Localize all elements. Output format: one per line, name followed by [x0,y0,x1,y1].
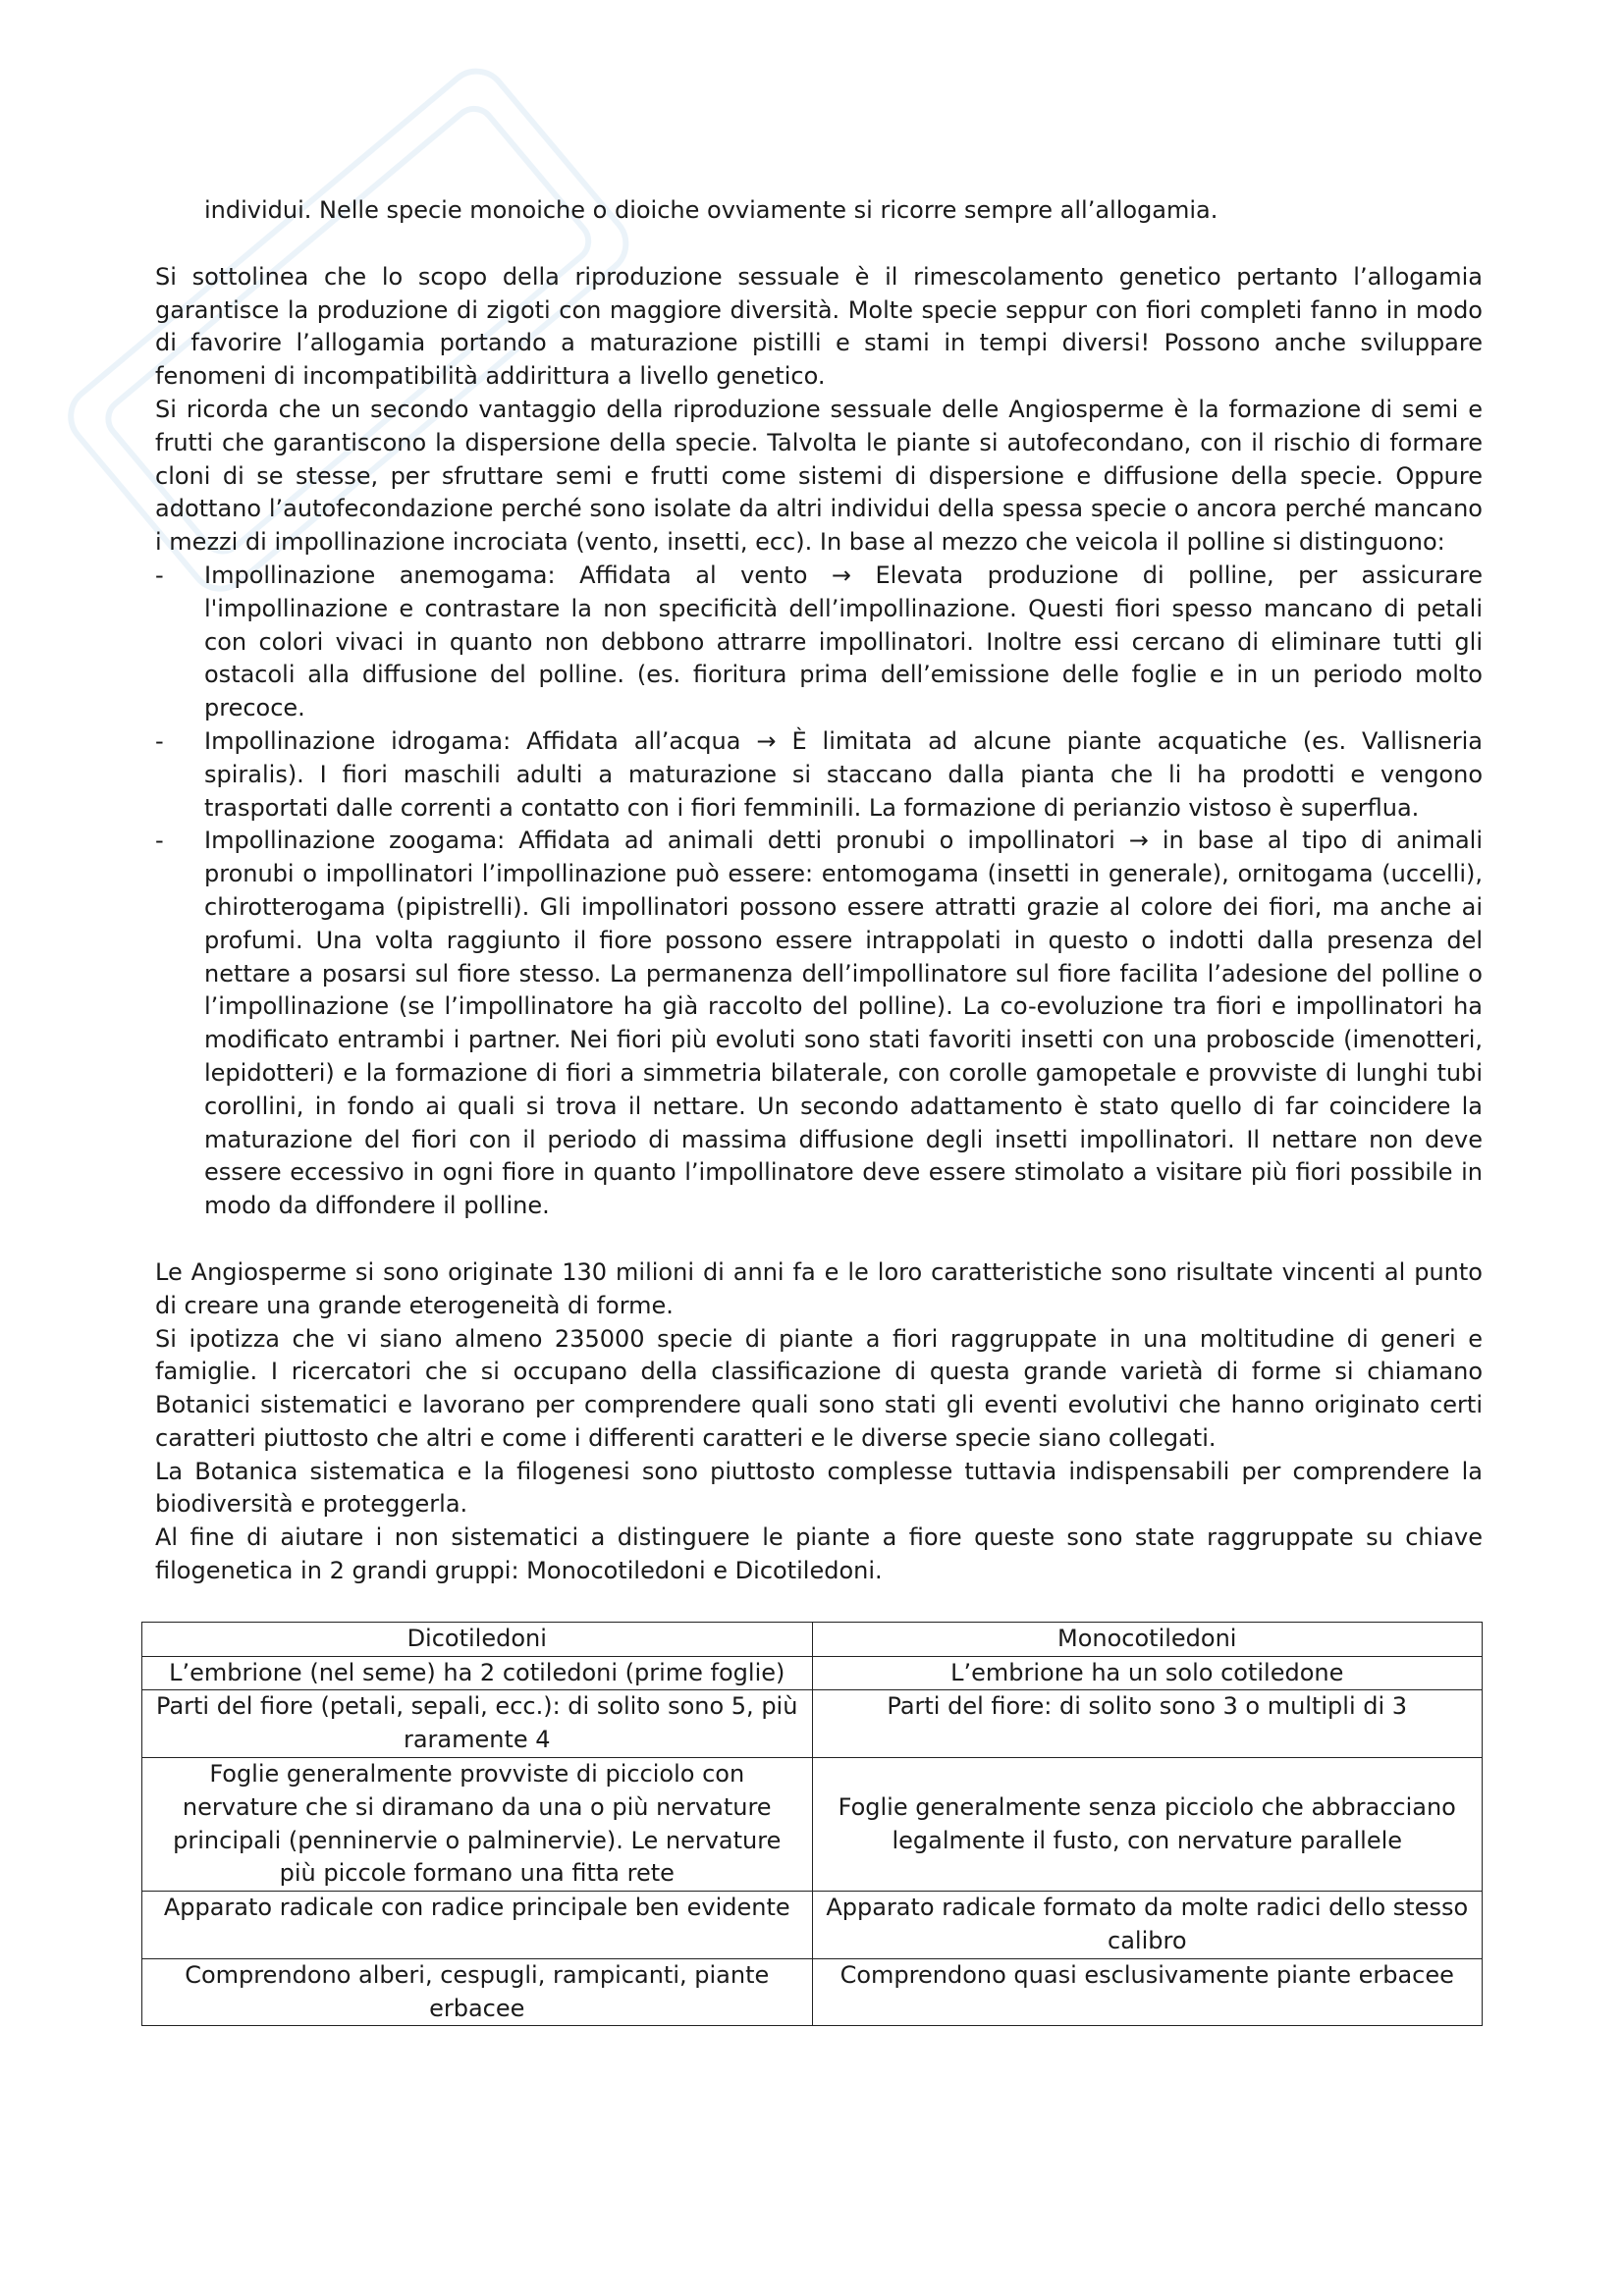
list-item-text: Impollinazione anemogama: Affidata al vento → Elevata produzione di polline, per assicurare l'impollinazione e contrastare la non specificità dell’impollinazione. Questi fiori spesso mancano di petali con colori vivaci in quanto non debbono attrarre impollinatori. Inoltre essi cercano di eliminare tutti gli ostacoli alla diffusione del polline. (es. fioritura prima dell’emissione delle foglie e in un periodo molto precoce. [204,561,1483,722]
header-dicotiledoni: Dicotiledoni [142,1622,813,1656]
table-cell: Apparato radicale formato da molte radici dello stesso calibro [812,1892,1483,1959]
table-cell: L’embrione (nel seme) ha 2 cotiledoni (prime foglie) [142,1656,813,1690]
document-content [155,194,1483,2026]
list-item [155,725,1483,825]
table-row [142,1958,1483,2026]
paragraph-secondo-vantaggio: Si ricorda che un secondo vantaggio della riproduzione sessuale delle Angiosperme è la formazione di semi e frutti che garantiscono la dispersione della specie. Talvolta le piante si autofecondano, con il rischio di formare cloni di se stesse, per sfruttare semi e frutti come sistemi di dispersione e diffusione della specie. Oppure adottano l’autofecondazione perché sono isolate da altri individui della spessa specie o ancora perché mancano i mezzi di impollinazione incrociata (vento, insetti, ecc). In base al mezzo che veicola il polline si distinguono: [155,395,1483,557]
list-item [155,825,1483,1223]
table-header-row [142,1622,1483,1656]
table-cell: L’embrione ha un solo cotiledone [812,1656,1483,1690]
table-cell: Parti del fiore: di solito sono 3 o multipli di 3 [812,1690,1483,1758]
header-monocotiledoni: Monocotiledoni [812,1622,1483,1656]
table-cell: Comprendono quasi esclusivamente piante erbacee [812,1958,1483,2026]
list-dash: - [155,561,164,589]
comparison-table [141,1622,1483,2027]
table-row [142,1758,1483,1892]
table-cell: Parti del fiore (petali, sepali, ecc.): di solito sono 5, più raramente 4 [142,1690,813,1758]
table-cell: Foglie generalmente provviste di picciolo con nervature che si diramano da una o più nervature principali (penninervie o palminervie). Le nervature più piccole formano una fitta rete [142,1758,813,1892]
table-row [142,1690,1483,1758]
table-cell: Foglie generalmente senza picciolo che abbracciano legalmente il fusto, con nervature parallele [812,1758,1483,1892]
paragraph-specie-fiori: Si ipotizza che vi siano almeno 235000 specie di piante a fiori raggruppate in una moltitudine di generi e famiglie. I ricercatori che si occupano della classificazione di questa grande varietà di forme si chiamano Botanici sistematici e lavorano per comprendere quali sono stati gli eventi evolutivi che hanno originato certi caratteri piuttosto che altri e come i differenti caratteri e le diverse specie siano collegati. [155,1324,1483,1452]
list-item-text: Impollinazione idrogama: Affidata all’acqua → È limitata ad alcune piante acquatiche (es. Vallisneria spiralis). I fiori maschili adulti a maturazione si staccano dalla pianta che li ha prodotti e vengono trasportati dalle correnti a contatto con i fiori femminili. La formazione di perianzio vistoso è superflua. [204,726,1483,822]
pollination-list [155,560,1483,1223]
paragraph-gruppi: Al fine di aiutare i non sistematici a distinguere le piante a fiore queste sono state raggruppate su chiave filogenetica in 2 grandi gruppi: Monocotiledoni e Dicotiledoni. [155,1523,1483,1585]
paragraph-origine-angiosperme: Le Angiosperme si sono originate 130 milioni di anni fa e le loro caratteristiche sono risultate vincenti al punto di creare una grande eterogeneità di forme. [155,1257,1483,1319]
intro-fragment: individui. Nelle specie monoiche o dioiche ovviamente si ricorre sempre all’allogamia. [204,196,1218,224]
list-item [155,560,1483,725]
table-row [142,1656,1483,1690]
list-item-text: Impollinazione zoogama: Affidata ad animali detti pronubi o impollinatori → in base al tipo di animali pronubi o impollinatori l’impollinazione può essere: entomogama (insetti in generale), ornitogama (uccelli), chirotterogama (pipistrelli). Gli impollinatori possono essere attratti grazie al colore dei fiori, ma anche ai profumi. Una volta raggiunto il fiore possono essere intrappolati in questo o indotti dalla presenza del nettare a posarsi sul fiore stesso. La permanenza dell’impollinatore sul fiore facilita l’adesione del polline o l’impollinazione (se l’impollinatore ha già raccolto del polline). La co-evoluzione tra fiori e impollinatori ha modificato entrambi i partner. Nei fiori più evoluti sono stati favoriti insetti con una proboscide (imenotteri, lepidotteri) e la formazione di fiori a simmetria bilaterale, con corolle gamopetale e provviste di lunghi tubi corollini, in fondo ai quali si trova il nettare. Un secondo adattamento è stato quello di far coincidere la maturazione del fiori con il periodo di massima diffusione degli insetti impollinatori. Il nettare non deve essere eccessivo in ogni fiore in quanto l’impollinatore deve essere stimolato a visitare più fiori possibile in modo da diffondere il polline. [204,827,1483,1220]
paragraph-botanica-sistematica: La Botanica sistematica e la filogenesi sono piuttosto complesse tuttavia indispensabili per comprendere la biodiversità e proteggerla. [155,1457,1483,1519]
table-cell: Comprendono alberi, cespugli, rampicanti, piante erbacee [142,1958,813,2026]
list-dash: - [155,726,164,755]
list-dash: - [155,827,164,855]
table-cell: Apparato radicale con radice principale ben evidente [142,1892,813,1959]
table-row [142,1892,1483,1959]
paragraph-scopo-riproduzione: Si sottolinea che lo scopo della riproduzione sessuale è il rimescolamento genetico pertanto l’allogamia garantisce la produzione di zigoti con maggiore diversità. Molte specie seppur con fiori completi fanno in modo di favorire l’allogamia portando a maturazione pistilli e stami in tempi diversi! Possono anche sviluppare fenomeni di incompatibilità addirittura a livello genetico. [155,262,1483,391]
